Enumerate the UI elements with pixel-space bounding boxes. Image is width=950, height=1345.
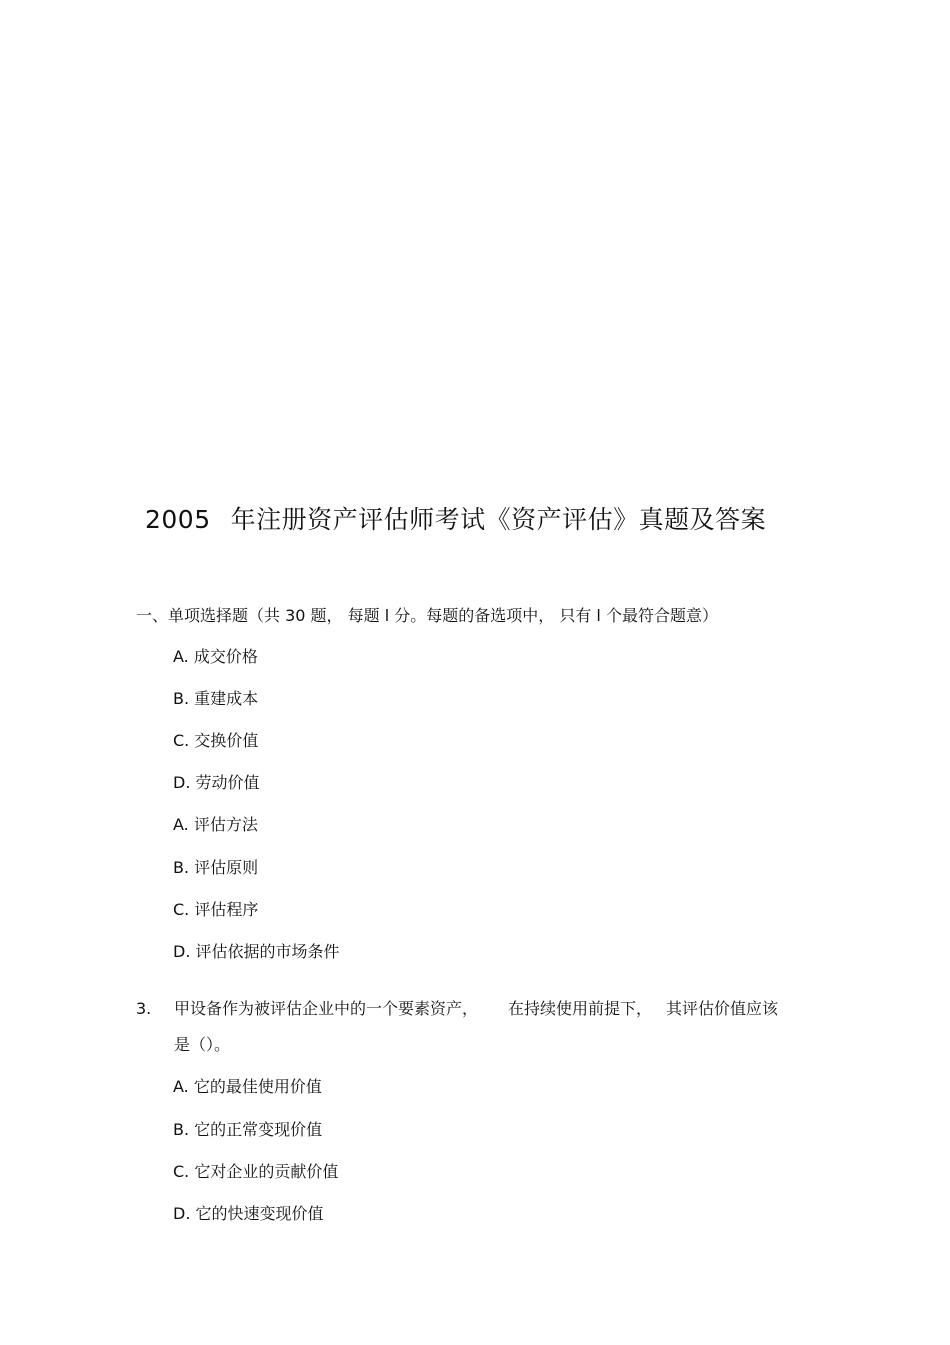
section-heading: 一、单项选择题（共 30 题， 每题 l 分。每题的备选项中， 只有 l 个最符合题意） [136, 606, 718, 625]
question-text-part: 在持续使用前提下， [508, 999, 653, 1018]
option-item: A. 成交价格 [173, 647, 258, 666]
option-item: D. 评估依据的市场条件 [173, 942, 340, 961]
document-title [145, 502, 766, 538]
option-item: B. 它的正常变现价值 [173, 1120, 323, 1139]
question-text-part: 其评估价值应该 [666, 999, 779, 1018]
title-text: 年注册资产评估师考试《资产评估》真题及答案 [230, 505, 767, 534]
option-item: D. 它的快速变现价值 [173, 1204, 324, 1223]
option-item: B. 评估原则 [173, 858, 259, 877]
option-item: C. 评估程序 [173, 900, 259, 919]
question-number: 3. [136, 999, 152, 1018]
option-item: A. 它的最佳使用价值 [173, 1077, 322, 1096]
question-text-line1 [174, 997, 778, 1021]
title-year: 2005 [145, 505, 211, 534]
option-item: D. 劳动价值 [173, 773, 260, 792]
option-item: A. 评估方法 [173, 815, 258, 834]
question-text-part: 甲设备作为被评估企业中的一个要素资产， [174, 999, 479, 1018]
option-item: C. 它对企业的贡献价值 [173, 1162, 339, 1181]
option-item: C. 交换价值 [173, 731, 259, 750]
question-text-line2: 是（）。 [174, 1035, 231, 1054]
option-item: B. 重建成本 [173, 689, 259, 708]
